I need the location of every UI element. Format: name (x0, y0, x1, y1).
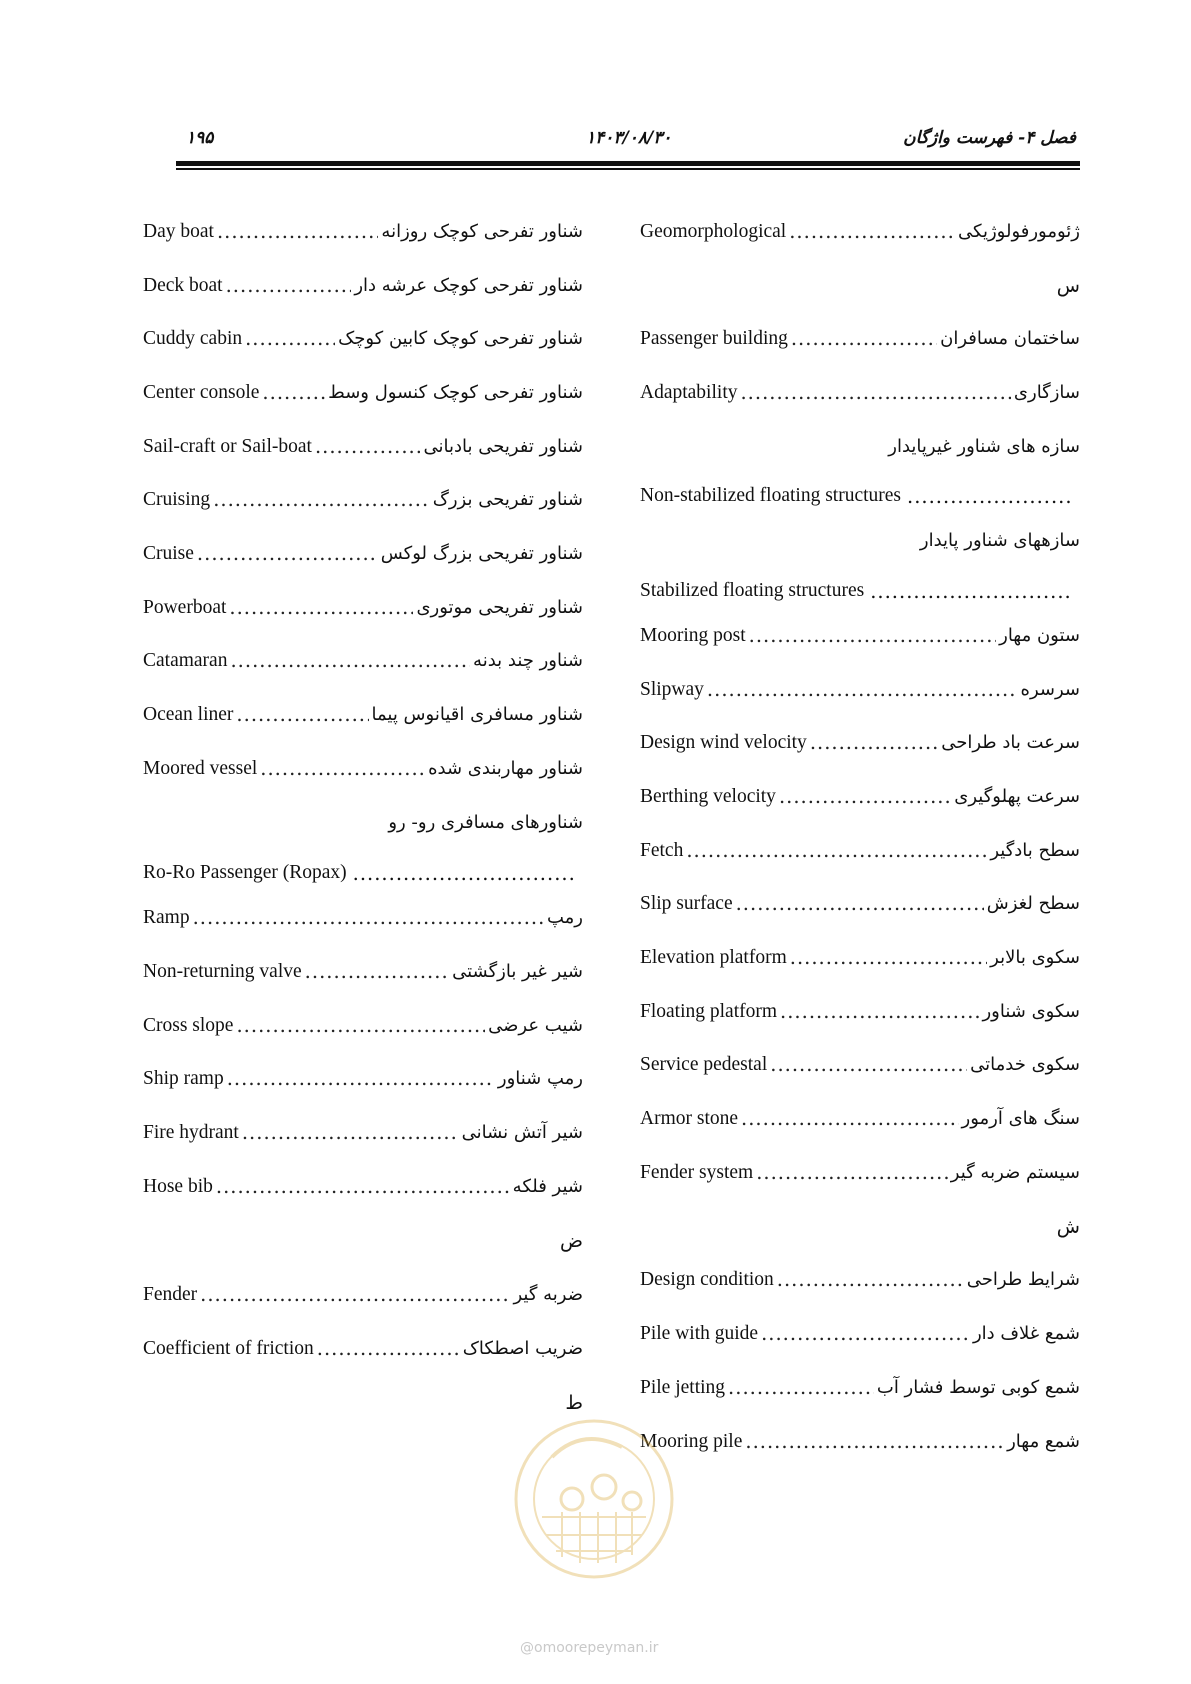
term-fa: شناور تفریحی بزرگ لوکس (380, 543, 583, 564)
leader-dots (740, 378, 1010, 408)
term-fa: سرسره (1020, 679, 1080, 700)
glossary-entry (640, 1319, 1080, 1349)
leader-dots (870, 580, 1072, 603)
glossary-entry (143, 217, 583, 247)
term-fa: شرایط طراحی (966, 1269, 1080, 1290)
leader-dots (262, 378, 325, 408)
leader-dots (236, 1011, 485, 1041)
term-en: Fender (143, 1284, 198, 1305)
term-fa: شناور تفرحی کوچک عرشه دار (354, 275, 583, 296)
term-fa: سکوی خدماتی (970, 1054, 1080, 1075)
term-fa: سطح لغزش (986, 893, 1080, 914)
leader-dots (777, 1265, 964, 1295)
term-en: Deck boat (143, 275, 223, 296)
leader-dots (756, 1158, 948, 1188)
term-en: Pile with guide (640, 1323, 759, 1344)
term-fa: شیر غیر بازگشتی (452, 961, 583, 982)
term-en: Berthing velocity (640, 786, 776, 807)
page-number: ۱۹۵ (186, 128, 214, 148)
glossary-entry-en (143, 858, 583, 888)
term-fa: ساختمان مسافران (940, 328, 1080, 349)
term-en: Moored vessel (143, 758, 258, 779)
leader-dots (810, 728, 938, 758)
glossary-entry (640, 1050, 1080, 1080)
term-fa: ضربه گیر (513, 1284, 583, 1305)
glossary-entry (143, 593, 583, 623)
leader-dots (780, 997, 979, 1027)
glossary-entry (143, 1064, 583, 1094)
glossary-entry (640, 675, 1080, 705)
leader-dots (745, 1427, 1004, 1457)
term-en: Cruising (143, 489, 211, 510)
leader-dots (707, 675, 1018, 705)
term-fa: شمع مهار (1007, 1431, 1080, 1452)
term-en: Hose bib (143, 1176, 213, 1197)
term-en: Slip surface (640, 893, 733, 914)
chapter-title: فصل ۴- فهرست واژگان (903, 128, 1076, 148)
glossary-entry (143, 1334, 583, 1364)
glossary-entry (143, 1011, 583, 1041)
glossary-entry (640, 943, 1080, 973)
leader-dots (229, 593, 413, 623)
term-fa: شناور تفرحی کوچک کابین کوچک (338, 328, 583, 349)
glossary-entry-en (640, 576, 1080, 606)
glossary-entry (640, 1427, 1080, 1457)
glossary-entry (640, 728, 1080, 758)
term-fa: شیر آتش نشانی (461, 1122, 583, 1143)
term-fa: سنگ های آرمور (961, 1108, 1080, 1129)
glossary-entry (143, 1172, 583, 1202)
glossary-entry (640, 1158, 1080, 1188)
term-fa: شیب عرضی (488, 1015, 583, 1036)
glossary-entry (143, 1118, 583, 1148)
term-fa-heading: سازه های شناور غیرپایدار (888, 436, 1080, 457)
term-en: Non-returning valve (143, 961, 302, 982)
term-en: Stabilized floating structures (640, 580, 865, 601)
leader-dots (790, 943, 987, 973)
glossary-entry (143, 271, 583, 301)
glossary-entry (143, 539, 583, 569)
term-fa: شناور چند بدنه (473, 650, 583, 671)
term-en: Fire hydrant (143, 1122, 239, 1143)
leader-dots (791, 324, 937, 354)
leader-dots (305, 957, 449, 987)
glossary-entry (640, 782, 1080, 812)
leader-dots (242, 1118, 459, 1148)
glossary-entry (640, 1265, 1080, 1295)
term-fa: سطح بادگیر (990, 840, 1080, 861)
term-fa: رمپ شناور (497, 1068, 583, 1089)
section-letter: ش (1056, 1216, 1080, 1238)
leader-dots (686, 836, 987, 866)
leader-dots (217, 217, 378, 247)
term-en: Pile jetting (640, 1377, 726, 1398)
term-fa: شمع غلاف دار (972, 1323, 1080, 1344)
term-en: Slipway (640, 679, 704, 700)
term-en: Sail-craft or Sail-boat (143, 436, 312, 457)
watermark-text: @omoorepeyman.ir (520, 1640, 659, 1656)
term-en: Floating platform (640, 1001, 778, 1022)
term-fa: شناور تفرحی کوچک کنسول وسط (328, 382, 583, 403)
glossary-entry (143, 432, 583, 462)
glossary-entry (640, 836, 1080, 866)
term-en: Center console (143, 382, 260, 403)
glossary-entry-en (640, 481, 1080, 511)
term-fa: شناور تفریحی بادبانی (423, 436, 583, 457)
section-letter: ض (560, 1230, 583, 1252)
leader-dots (741, 1104, 959, 1134)
term-en: Cruise (143, 543, 194, 564)
term-fa: سکوی بالابر (990, 947, 1080, 968)
leader-dots (736, 889, 984, 919)
leader-dots (749, 621, 996, 651)
leader-dots (193, 903, 544, 933)
term-en: Mooring pile (640, 1431, 743, 1452)
term-en: Ro-Ro Passenger (Ropax) (143, 862, 347, 883)
term-en: Fetch (640, 840, 684, 861)
term-fa: شیر فلکه (512, 1176, 583, 1197)
leader-dots (779, 782, 951, 812)
term-fa: شناور مهاربندی شده (428, 758, 583, 779)
leader-dots (317, 1334, 460, 1364)
term-fa: شناور تفریحی موتوری (416, 597, 583, 618)
term-fa: شمع کوبی توسط فشار آب (876, 1377, 1080, 1398)
term-fa: سرعت باد طراحی (941, 732, 1080, 753)
leader-dots (728, 1373, 874, 1403)
header-date: ۱۴۰۳/۰۸/۳۰ (586, 128, 672, 148)
term-fa-heading: سازههای شناور پایدار (919, 530, 1080, 551)
term-fa: سکوی شناور (982, 1001, 1080, 1022)
term-en: Non-stabilized floating structures (640, 485, 902, 506)
glossary-entry (640, 1104, 1080, 1134)
term-en: Elevation platform (640, 947, 787, 968)
term-en: Geomorphological (640, 221, 787, 242)
term-en: Adaptability (640, 382, 738, 403)
leader-dots (216, 1172, 510, 1202)
leader-dots (197, 539, 378, 569)
glossary-entry (640, 217, 1080, 247)
glossary-entry (640, 1373, 1080, 1403)
leader-dots (315, 432, 421, 462)
term-en: Day boat (143, 221, 214, 242)
glossary-entry (640, 324, 1080, 354)
term-en: Passenger building (640, 328, 788, 349)
term-en: Cross slope (143, 1015, 234, 1036)
term-fa: ضریب اصطکاک (462, 1338, 583, 1359)
glossary-column-right (640, 0, 1080, 1684)
term-en: Catamaran (143, 650, 228, 671)
glossary-entry (640, 997, 1080, 1027)
leader-dots (245, 324, 335, 354)
leader-dots (227, 1064, 495, 1094)
leader-dots (213, 485, 430, 515)
glossary-entry (640, 889, 1080, 919)
glossary-entry (640, 378, 1080, 408)
term-fa: سرعت پهلوگیری (954, 786, 1080, 807)
glossary-entry (143, 485, 583, 515)
term-fa: شناور مسافری اقیانوس پیما (371, 704, 583, 725)
term-en: Cuddy cabin (143, 328, 243, 349)
term-fa: ژئومورفولوژیکی (958, 221, 1080, 242)
glossary-entry (143, 324, 583, 354)
leader-dots (761, 1319, 970, 1349)
term-fa: شناور تفریحی بزرگ (432, 489, 583, 510)
term-fa: ستون مهار (999, 625, 1080, 646)
term-en: Mooring post (640, 625, 746, 646)
leader-dots (770, 1050, 967, 1080)
leader-dots (907, 485, 1072, 508)
glossary-entry (143, 903, 583, 933)
leader-dots (789, 217, 955, 247)
watermark-logo-icon (512, 1417, 677, 1582)
glossary-entry (143, 1280, 583, 1310)
term-fa: سازگاری (1013, 382, 1080, 403)
term-en: Coefficient of friction (143, 1338, 314, 1359)
term-fa: شناور تفرحی کوچک روزانه (381, 221, 583, 242)
glossary-entry (143, 754, 583, 784)
term-en: Service pedestal (640, 1054, 768, 1075)
glossary-entry (640, 621, 1080, 651)
term-en: Ocean liner (143, 704, 234, 725)
term-fa: سیستم ضربه گیر (950, 1162, 1080, 1183)
leader-dots (353, 862, 575, 885)
section-letter: ط (565, 1392, 583, 1414)
term-en: Design wind velocity (640, 732, 807, 753)
leader-dots (236, 700, 368, 730)
leader-dots (260, 754, 425, 784)
term-fa: رمپ (546, 907, 583, 928)
leader-dots (230, 646, 470, 676)
glossary-entry (143, 378, 583, 408)
term-en: Fender system (640, 1162, 754, 1183)
term-fa-heading: شناورهای مسافری رو- رو (388, 812, 583, 833)
term-en: Powerboat (143, 597, 227, 618)
term-en: Ship ramp (143, 1068, 224, 1089)
term-en: Design condition (640, 1269, 774, 1290)
glossary-entry (143, 957, 583, 987)
glossary-entry (143, 646, 583, 676)
term-en: Armor stone (640, 1108, 739, 1129)
glossary-entry (143, 700, 583, 730)
leader-dots (226, 271, 352, 301)
term-en: Ramp (143, 907, 190, 928)
section-letter: س (1056, 275, 1080, 297)
leader-dots (200, 1280, 510, 1310)
